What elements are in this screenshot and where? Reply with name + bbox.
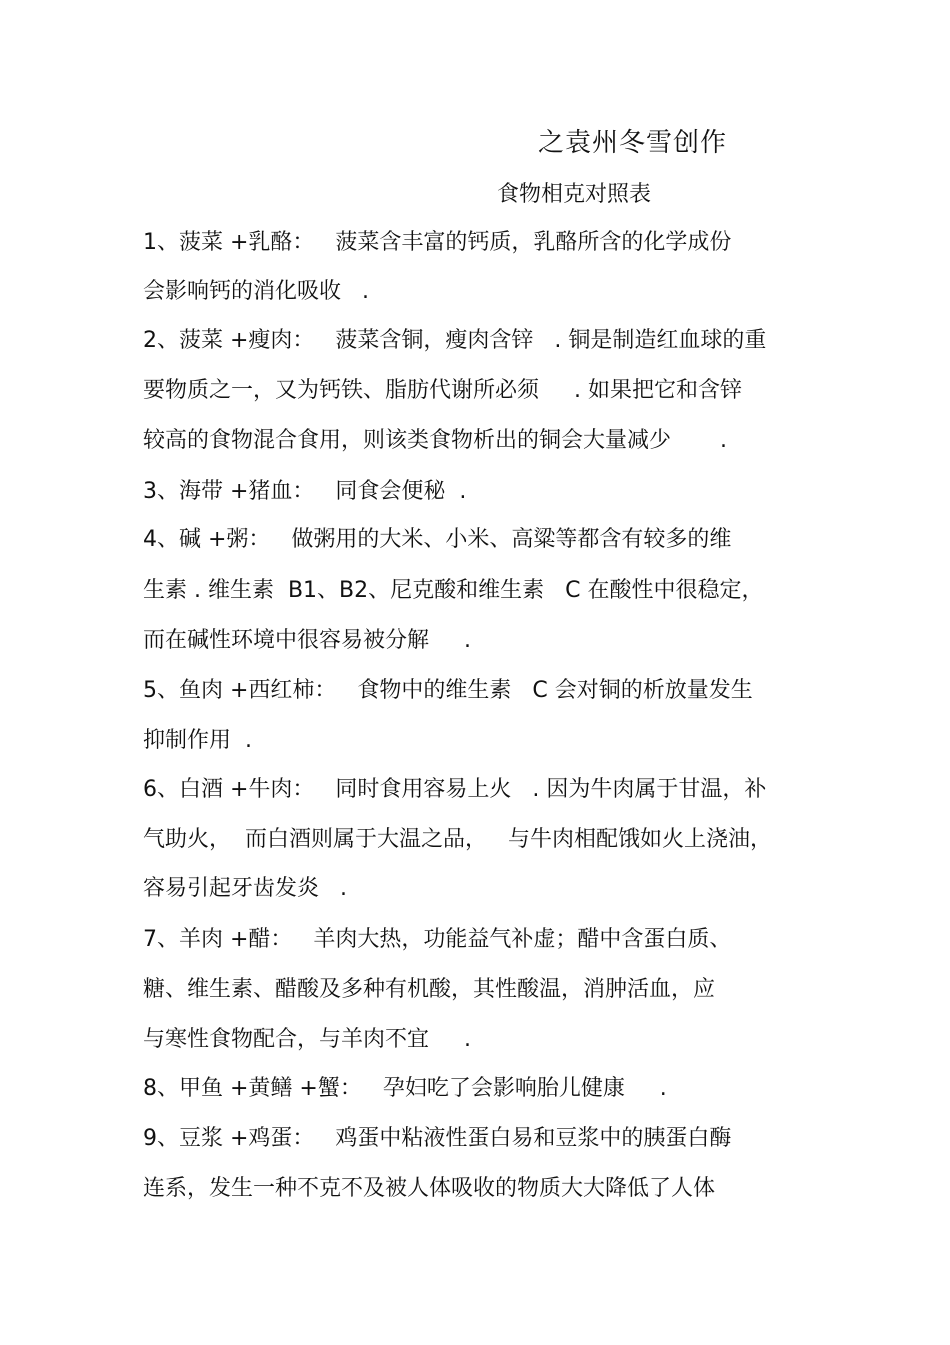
text-line: 抑制作用 . (143, 728, 252, 753)
text-line: 8、甲鱼 +黄鳝 +蟹： 孕妇吃了会影响胎儿健康 . (143, 1076, 667, 1101)
text-line: 会影响钙的消化吸收 . (143, 279, 369, 304)
text-line: 糖、维生素、醋酸及多种有机酸，其性酸温，消肿活血，应 (143, 977, 716, 1002)
text-line: 5、鱼肉 +西红柿： 食物中的维生素 C 会对铜的析放量发生 (143, 678, 753, 703)
text-line: 而在碱性环境中很容易被分解 . (143, 628, 471, 653)
text-line: 与寒性食物配合，与羊肉不宜 . (143, 1027, 471, 1052)
text-line: 气助火， 而白酒则属于大温之品， 与牛肉相配饿如火上浇油， (143, 827, 772, 852)
text-line: 较高的食物混合食用，则该类食物析出的铜会大量减少 . (143, 428, 727, 453)
text-line: 1、菠菜 +乳酪： 菠菜含丰富的钙质，乳酪所含的化学成份 (143, 230, 732, 255)
text-line: 生素 . 维生素 B1、B2、尼克酸和维生素 C 在酸性中很稳定， (143, 578, 764, 603)
text-line: 2、菠菜 +瘦肉： 菠菜含铜，瘦肉含锌 . 铜是制造红血球的重 (143, 328, 767, 353)
text-line: 要物质之一，又为钙铁、脂肪代谢所必须 . 如果把它和含锌 (143, 378, 742, 403)
author-line: 之袁州冬雪创作 (538, 128, 728, 158)
text-line: 容易引起牙齿发炎 . (143, 876, 347, 901)
text-line: 连系，发生一种不克不及被人体吸收的物质大大降低了人体 (143, 1176, 716, 1201)
text-line: 3、海带 +猪血： 同食会便秘 . (143, 479, 467, 504)
text-line: 7、羊肉 +醋： 羊肉大热，功能益气补虚；醋中含蛋白质、 (143, 927, 732, 952)
text-line: 9、豆浆 +鸡蛋： 鸡蛋中粘液性蛋白易和豆浆中的胰蛋白酶 (143, 1126, 732, 1151)
text-line: 6、白酒 +牛肉： 同时食用容易上火 . 因为牛肉属于甘温，补 (143, 777, 767, 802)
document-title: 食物相克对照表 (497, 182, 652, 207)
text-line: 4、碱 +粥： 做粥用的大米、小米、高粱等都含有较多的维 (143, 527, 732, 552)
